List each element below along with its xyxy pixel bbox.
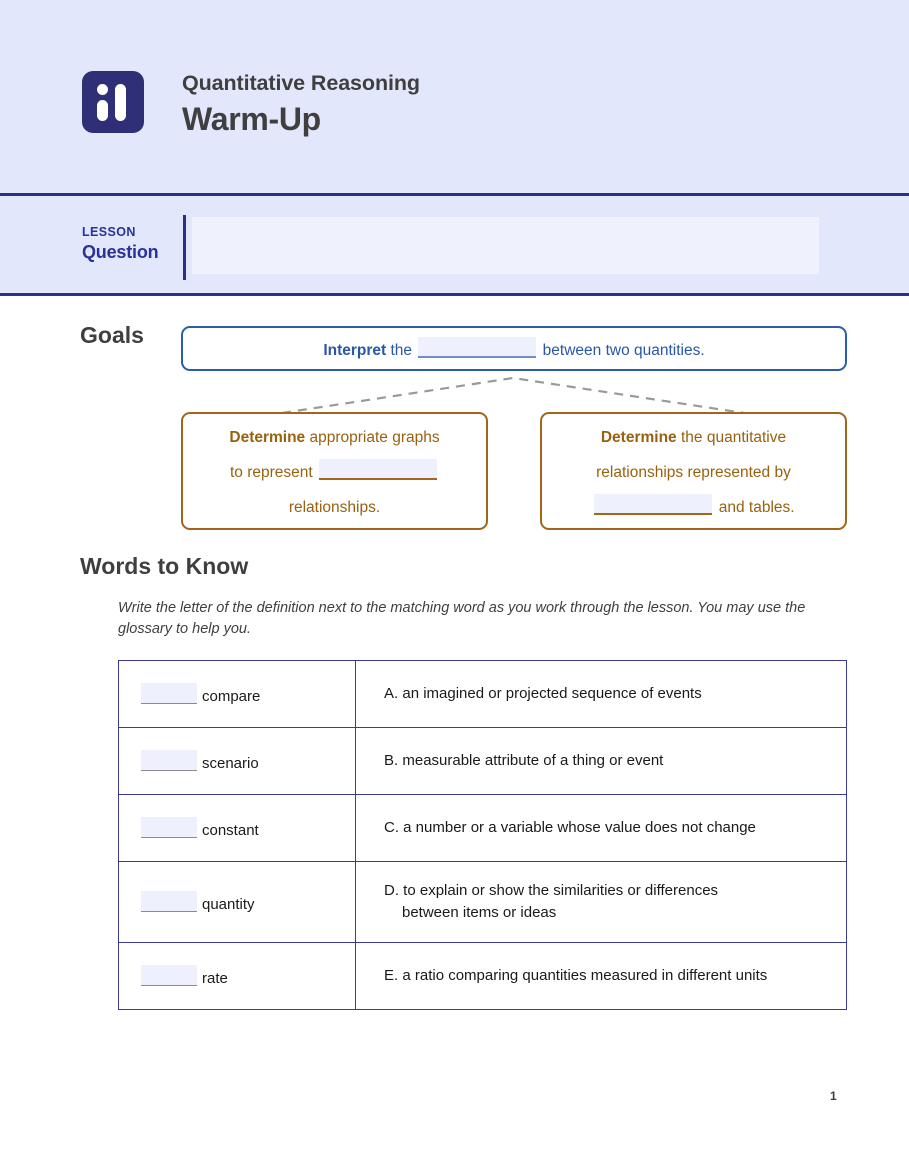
goals-heading: Goals bbox=[80, 322, 144, 348]
definition-cell bbox=[356, 728, 847, 795]
page-number: 1 bbox=[830, 1089, 837, 1103]
term-cell bbox=[119, 943, 356, 1010]
goal-secondary-relationships-line3 bbox=[542, 490, 845, 525]
goal-secondary-relationships-lead: Determine bbox=[600, 429, 677, 446]
term-label: quantity bbox=[202, 896, 255, 913]
definition-cell bbox=[356, 661, 847, 728]
goal-primary bbox=[181, 326, 847, 371]
table-row bbox=[119, 795, 847, 862]
definition-text: a number or a variable whose value does not change bbox=[403, 819, 756, 836]
logo-bar-right-shape bbox=[115, 84, 126, 121]
term-label: constant bbox=[202, 822, 259, 839]
goal-secondary-graphs-line3: relationships. bbox=[288, 499, 381, 516]
term-answer-blank[interactable] bbox=[141, 750, 197, 771]
definition-letter: E. bbox=[384, 967, 399, 984]
words-to-know-instructions: Write the letter of the definition next to the matching word as you work through the lesson. You may use the glossary to help you. bbox=[118, 600, 806, 637]
logo-bar-left-shape bbox=[97, 100, 108, 121]
definition-text-line2: between items or ideas bbox=[402, 904, 557, 921]
lesson-question-answer-field[interactable] bbox=[192, 217, 819, 274]
goal-primary-after: between two quantities. bbox=[538, 342, 705, 359]
term-answer-blank[interactable] bbox=[141, 891, 197, 912]
goal-primary-before: the bbox=[386, 342, 417, 359]
definition-text: measurable attribute of a thing or event bbox=[402, 752, 664, 769]
table-row bbox=[119, 862, 847, 943]
goal-secondary-graphs-line2 bbox=[183, 455, 486, 490]
term-answer-blank[interactable] bbox=[141, 965, 197, 986]
lesson-question-divider bbox=[183, 215, 186, 280]
term-answer-blank[interactable] bbox=[141, 683, 197, 704]
table-row bbox=[119, 661, 847, 728]
il-logo-icon bbox=[82, 71, 144, 133]
goal-secondary-graphs bbox=[181, 412, 488, 530]
words-to-know-heading: Words to Know bbox=[80, 553, 249, 579]
table-row bbox=[119, 728, 847, 795]
definition-text: an imagined or projected sequence of events bbox=[402, 685, 702, 702]
term-answer-blank[interactable] bbox=[141, 817, 197, 838]
vocabulary-table bbox=[118, 660, 847, 1010]
table-row bbox=[119, 943, 847, 1010]
logo-dot-shape bbox=[97, 84, 108, 95]
definition-cell bbox=[356, 943, 847, 1010]
header-band bbox=[0, 0, 909, 196]
goal-secondary-relationships-line3-text: and tables. bbox=[714, 499, 795, 516]
definition-letter: B. bbox=[384, 752, 399, 769]
goal-secondary-graphs-line2-text: to represent bbox=[229, 464, 318, 481]
term-cell bbox=[119, 795, 356, 862]
definition-text: to explain or show the similarities or differences bbox=[403, 882, 719, 899]
definition-letter: C. bbox=[384, 819, 399, 836]
lesson-question-label bbox=[82, 225, 177, 263]
lesson-question-word: Question bbox=[82, 241, 159, 262]
term-label: rate bbox=[202, 970, 228, 987]
goal-secondary-graphs-line1 bbox=[183, 420, 486, 455]
term-cell bbox=[119, 728, 356, 795]
definition-cell bbox=[356, 862, 847, 943]
definition-cell bbox=[356, 795, 847, 862]
term-label: scenario bbox=[202, 755, 259, 772]
goal-primary-text bbox=[323, 337, 704, 360]
vocabulary-table-body bbox=[119, 661, 847, 1010]
term-cell bbox=[119, 862, 356, 943]
goal-secondary-relationships bbox=[540, 412, 847, 530]
definition-text: a ratio comparing quantities measured in different units bbox=[402, 967, 768, 984]
term-cell bbox=[119, 661, 356, 728]
goal-secondary-relationships-blank[interactable] bbox=[594, 494, 712, 515]
definition-letter: A. bbox=[384, 685, 399, 702]
goal-secondary-relationships-line2: relationships represented by bbox=[596, 464, 791, 481]
course-subtitle: Quantitative Reasoning bbox=[182, 71, 420, 95]
goal-secondary-relationships-line1-rest: the quantitative bbox=[676, 429, 787, 446]
term-label: compare bbox=[202, 688, 261, 705]
goal-secondary-graphs-blank[interactable] bbox=[319, 459, 437, 480]
definition-letter: D. bbox=[384, 882, 399, 899]
page-title: Warm-Up bbox=[182, 101, 321, 137]
goal-primary-blank[interactable] bbox=[418, 337, 536, 358]
goal-primary-lead: Interpret bbox=[323, 342, 387, 359]
goal-secondary-relationships-line1 bbox=[542, 420, 845, 455]
goal-secondary-graphs-lead: Determine bbox=[229, 429, 306, 446]
lesson-eyebrow: LESSON bbox=[82, 225, 136, 239]
goal-secondary-graphs-line1-rest: appropriate graphs bbox=[305, 429, 440, 446]
